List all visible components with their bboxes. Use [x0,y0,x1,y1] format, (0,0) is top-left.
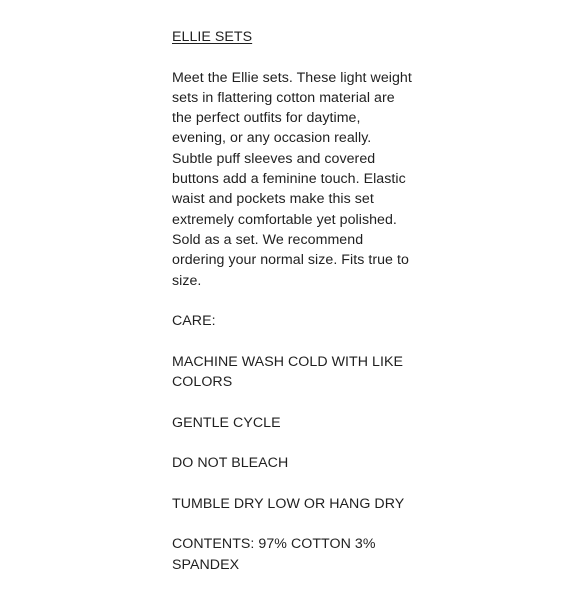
care-item-dry: TUMBLE DRY LOW OR HANG DRY [172,495,405,512]
care-item-wash: MACHINE WASH COLD WITH LIKE COLORS [172,353,403,391]
care-item-cycle: GENTLE CYCLE [172,414,281,431]
care-heading: CARE: [172,313,216,330]
care-item-bleach: DO NOT BLEACH [172,455,289,472]
contents-text: CONTENTS: 97% COTTON 3% SPANDEX [172,536,376,573]
product-description: Meet the Ellie sets. These light weight sets in flattering cotton material are the perfect outfits for daytime, evening, or any occasion really. Subtle puff sleeves and covered buttons add a feminine touch. Elastic waist and pockets make this set extremely comfortable yet polished. Sold as a set. We recommend ordering your normal size. Fits true to size. [172,69,412,289]
product-description-block [172,27,412,595]
product-title: ELLIE SETS [172,29,253,45]
